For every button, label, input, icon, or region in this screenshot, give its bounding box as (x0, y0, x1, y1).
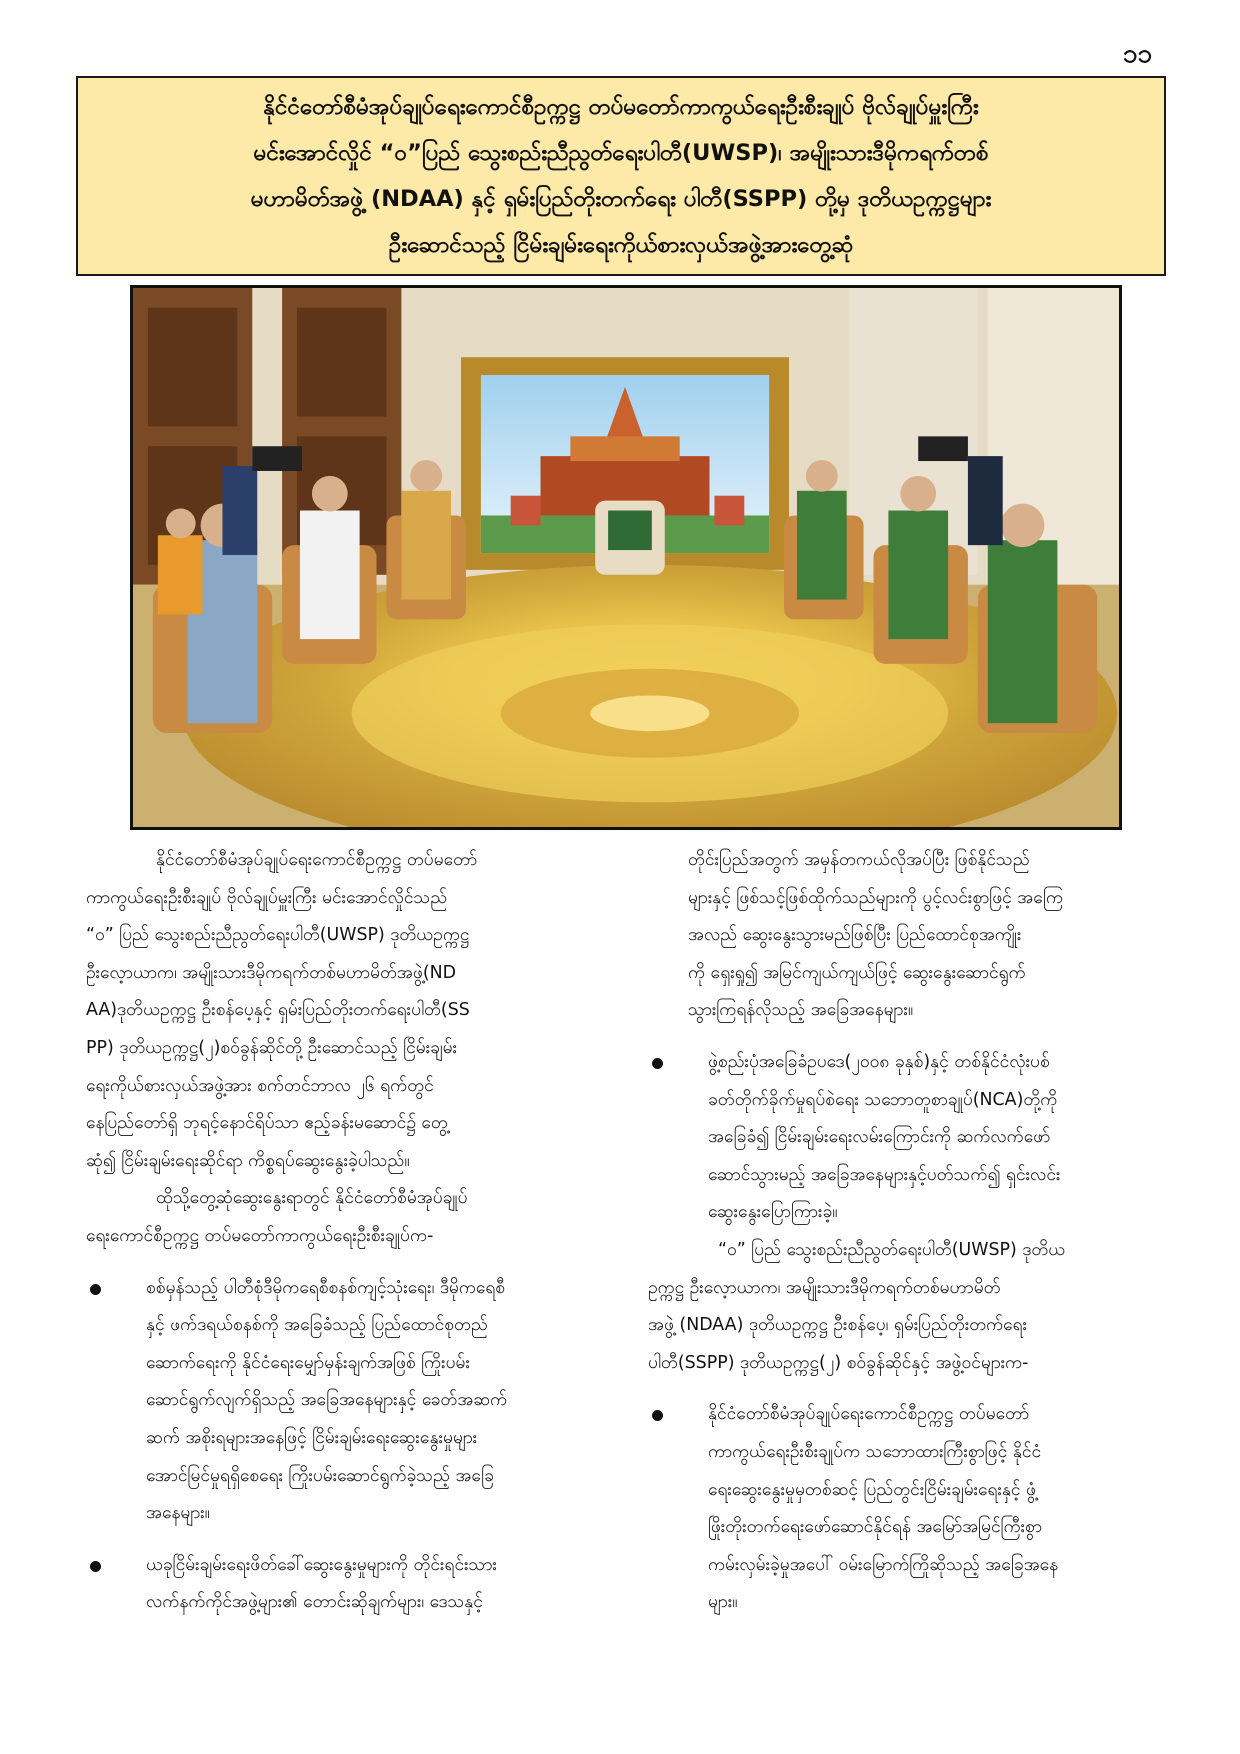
text-line: ဦးလေ့ာယာက၊ အမျိုးသားဒီမိုကရက်တစ်မဟာမိတ်အဖွဲ့(ND (86, 962, 457, 983)
text-line: ဥက္ကဋ္ဌ ဦးလေ့ာယာက၊ အမျိုးသားဒီမိုကရက်တစ်မဟာမိတ် (648, 1277, 1001, 1298)
text-line: ရေးကောင်စီဥက္ကဋ္ဌ တပ်မတော်ကာကွယ်ရေးဦးစီးချုပ်က- (86, 1225, 434, 1246)
text-line: နေပြည်တော်ရှိ ဘုရင့်နောင်ရိပ်သာ ဧည့်ခန်းမဆောင်၌ တွေ့ (86, 1113, 448, 1134)
headline-line-3: မဟာမိတ်အဖွဲ့ (NDAA) နှင့် ရှမ်းပြည်တိုးတက်ရေး ပါတီ(SSPP) တို့မှ ဒုတိယဥက္ကဋ္ဌများ (250, 186, 992, 212)
right-column (648, 842, 1168, 1622)
text-line: နိုင်ငံတော်စီမံအုပ်ချုပ်ရေးကောင်စီဥက္ကဋ္ဌ တပ်မတော် (156, 850, 478, 870)
text-line: များ။ (708, 1592, 738, 1613)
text-line: ရေးဆွေးနွေးမှုမှတစ်ဆင့် ပြည်တွင်းငြိမ်းချမ်းရေးနှင့် ဖွံ့ (708, 1479, 1036, 1500)
text-line: အနေများ။ (146, 1503, 210, 1524)
text-line: အလည် ဆွေးနွေးသွားမည်ဖြစ်ပြီး ပြည်ထောင်စုအကျိုး (688, 925, 1022, 946)
text-line: ကို ရှေးရှု၍ အမြင်ကျယ်ကျယ်ဖြင့် ဆွေးနွေးဆောင်ရွက် (688, 962, 1026, 983)
text-line: ဖြိုးတိုးတက်ရေးဖော်ဆောင်နိုင်ရန် အမြော်အမြင်ကြီးစွာ (708, 1517, 1042, 1538)
text-line: ယခုငြိမ်းချမ်းရေးဖိတ်ခေါ်ဆွေးနွေးမှုများကို တိုင်းရင်းသား (146, 1554, 497, 1575)
text-line: ထိုသို့တွေ့ဆုံဆွေးနွေးရာတွင် နိုင်ငံတော်စီမံအုပ်ချုပ် (156, 1188, 468, 1209)
text-line: တိုင်းပြည်အတွက် အမှန်တကယ်လိုအပ်ပြီး ဖြစ်နိုင်သည် (688, 850, 1030, 870)
text-line: ဆောင်ရွက်လျက်ရှိသည့် အခြေအနေများနှင့် ခေတ်အဆက် (146, 1390, 508, 1411)
text-line: အောင်မြင်မှုရရှိစေရေး ကြိုးပမ်းဆောင်ရွက်ခဲ့သည့် အခြေ (146, 1465, 494, 1486)
headline-line-1: နိုင်ငံတော်စီမံအုပ်ချုပ်ရေးကောင်စီဥက္ကဋ္ဌ တပ်မတော်ကာကွယ်ရေးဦးစီးချုပ် ဗိုလ်ချုပ်မှူးကြီး (263, 94, 979, 120)
text-line: ဆွေးနွေးပြောကြားခဲ့။ (708, 1202, 838, 1223)
video-camera-left (252, 446, 302, 471)
bullet-item (86, 1270, 616, 1533)
text-line: “ဝ” ပြည် သွေးစည်းညီညွတ်ရေးပါတီ(UWSP) ဒုတိယဥက္ကဋ္ဌ (86, 925, 470, 946)
text-line: ကာကွယ်ရေးဦးစီးချုပ်က သဘောထားကြီးစွာဖြင့် နိုင်ငံ (708, 1441, 1042, 1462)
text-line: နှင့် ဖက်ဒရယ်စနစ်ကို အခြေခံသည့် ပြည်ထောင်စုတည် (146, 1315, 488, 1336)
headline-box (76, 76, 1166, 276)
text-line: ဖွဲ့စည်းပုံအခြေခံဥပဒေ(၂၀၀၈ ခုနှစ်)နှင့် တစ်နိုင်ငံလုံးပစ် (708, 1051, 1050, 1072)
meeting-room-illustration (133, 288, 1119, 827)
text-line: ဆုံ၍ ငြိမ်းချမ်းရေးဆိုင်ရာ ကိစ္စရပ်ဆွေးနွေးခဲ့ပါသည်။ (86, 1150, 410, 1171)
second-paragraph (86, 1180, 616, 1255)
bullet-dot-icon (652, 1410, 663, 1421)
text-line: ပါတီ(SSPP) ဒုတိယဥက္ကဋ္ဌ(၂) စဝ်ခွန်ဆိုင်နှင့် အဖွဲ့ဝင်များက- (648, 1352, 1029, 1373)
text-line: ခတ်တိုက်ခိုက်မှုရပ်စဲရေး သဘောတူစာချုပ်(NCA)တို့ကို (708, 1089, 1058, 1110)
text-line: ကာကွယ်ရေးဦးစီးချုပ် ဗိုလ်ချုပ်မှူးကြီး မင်းအောင်လှိုင်သည် (86, 887, 448, 908)
text-line: “ဝ” ပြည် သွေးစည်းညီညွတ်ရေးပါတီ(UWSP) ဒုတိယ (718, 1239, 1066, 1260)
text-line: သွားကြရန်လိုသည့် အခြေအနေများ။ (688, 1000, 914, 1021)
text-line: စစ်မှန်သည့် ပါတီစုံဒီမိုကရေစီစနစ်ကျင့်သုံးရေး၊ ဒီမိုကရေစီ (146, 1277, 506, 1298)
bullet-dot-icon (90, 1284, 101, 1295)
left-column (86, 842, 616, 1622)
text-line: လက်နက်ကိုင်အဖွဲ့များ၏ တောင်းဆိုချက်များ၊ ဒေသနှင့် (146, 1592, 483, 1613)
page-number: ၁၁ (1122, 39, 1152, 69)
text-line: နိုင်ငံတော်စီမံအုပ်ချုပ်ရေးကောင်စီဥက္ကဋ္ဌ တပ်မတော် (708, 1404, 1030, 1425)
third-paragraph (648, 1232, 1168, 1382)
intro-paragraph (86, 842, 616, 1180)
camera-operator-left (222, 466, 257, 555)
bullet-item (648, 1396, 1168, 1622)
bullet-dot-icon (90, 1561, 101, 1572)
text-line: အဖွဲ့ (NDAA) ဒုတိယဥက္ကဋ္ဌ ဦးစန်ပေ့၊ ရှမ်းပြည်တိုးတက်ရေး (648, 1315, 1028, 1336)
bullet-dot-icon (652, 1058, 663, 1069)
text-line: များနှင့် ဖြစ်သင့်ဖြစ်ထိုက်သည်များကို ပွင့်လင်းစွာဖြင့် အကြေ (688, 887, 1063, 908)
text-line: ရေးကိုယ်စားလှယ်အဖွဲ့အား စက်တင်ဘာလ ၂၆ ရက်တွင် (86, 1075, 434, 1096)
text-line: အခြေခံ၍ ငြိမ်းချမ်းရေးလမ်းကြောင်းကို ဆက်လက်ဖော် (708, 1127, 1051, 1148)
meeting-room-photo (130, 285, 1122, 830)
video-camera-right (918, 436, 968, 461)
continued-bullet-text (648, 842, 1168, 1030)
camera-operator-right (968, 456, 1003, 545)
text-line: ဆောင်သွားမည့် အခြေအနေများနှင့်ပတ်သက်၍ ရှင်းလင်း (708, 1164, 1061, 1185)
headline-line-4: ဦးဆောင်သည့် ငြိမ်းချမ်းရေးကိုယ်စားလှယ်အဖွဲ့အားတွေ့ဆုံ (388, 232, 854, 258)
headline-line-2: မင်းအောင်လှိုင် “ဝ”ပြည် သွေးစည်းညီညွတ်ရေးပါတီ(UWSP)၊ အမျိုးသားဒီမိုကရက်တစ် (253, 140, 989, 166)
text-line: ကမ်းလှမ်းခဲ့မှုအပေါ် ဝမ်းမြောက်ကြိုဆိုသည့် အခြေအနေ (708, 1554, 1059, 1575)
text-line: AA)ဒုတိယဥက္ကဋ္ဌ ဦးစန်ပေ့နှင့် ရှမ်းပြည်တိုးတက်ရေးပါတီ(SS (86, 1000, 470, 1021)
bullet-item (86, 1547, 616, 1622)
bullet-item (648, 1044, 1168, 1232)
text-line: PP) ဒုတိယဥက္ကဋ္ဌ(၂)စဝ်ခွန်ဆိုင်တို့ ဦးဆောင်သည့် ငြိမ်းချမ်း (86, 1037, 458, 1058)
text-line: ဆက် အစိုးရများအနေဖြင့် ငြိမ်းချမ်းရေးဆွေးနွေးမှုများ (146, 1427, 478, 1448)
text-line: ဆောက်ရေးကို နိုင်ငံရေးမျှော်မှန်းချက်အဖြစ် ကြိုးပမ်း (146, 1352, 470, 1373)
